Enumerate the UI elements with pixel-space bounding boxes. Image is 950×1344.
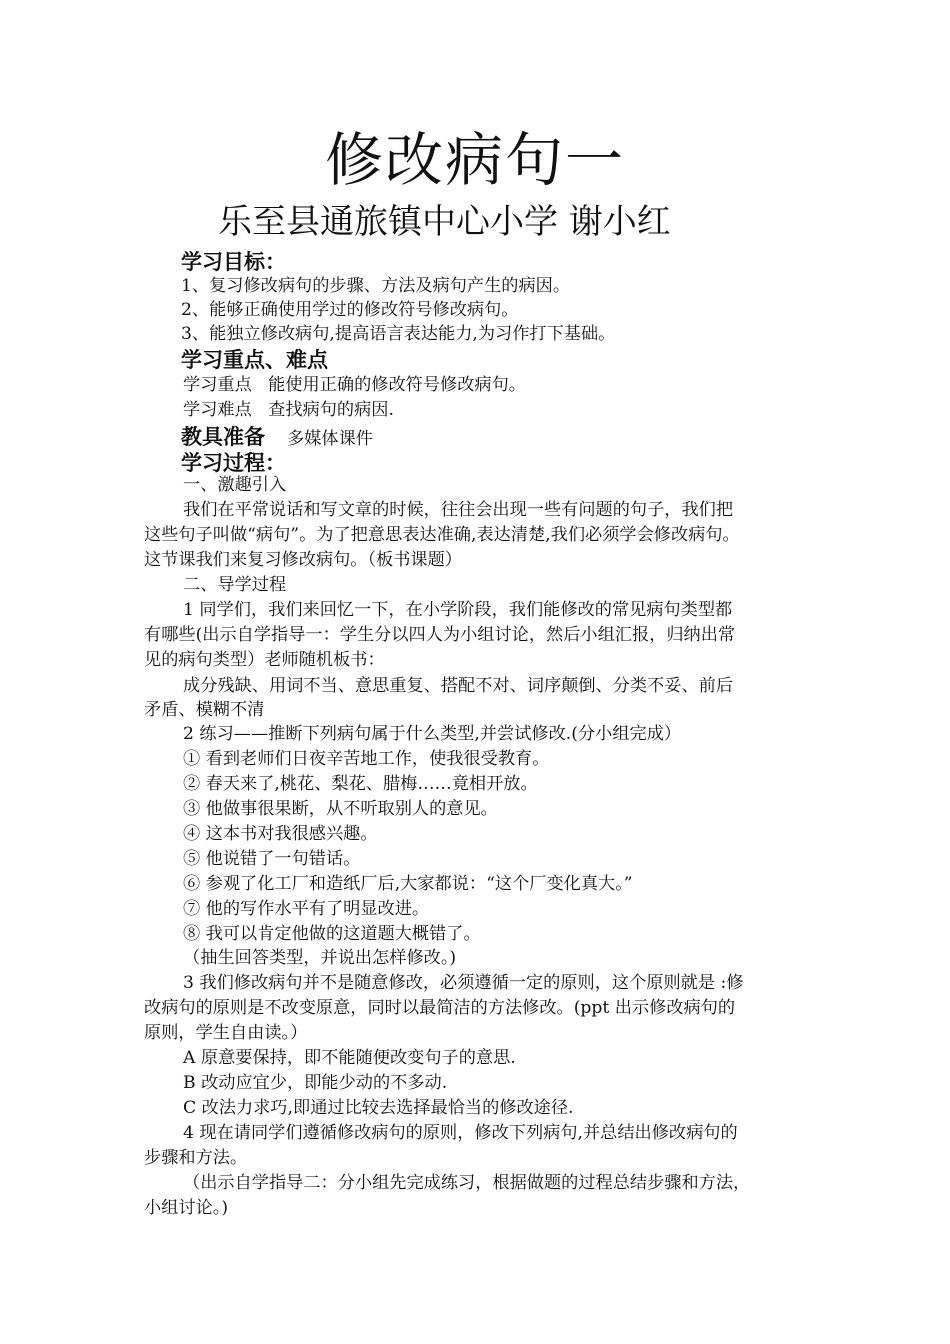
- paragraph-line: 有哪些(出示自学指导一：学生分以四人为小组讨论，然后小组汇报，归纳出常: [144, 625, 736, 645]
- exercise-item: ④ 这本书对我很感兴趣。: [183, 824, 378, 844]
- principle-item: B 改动应宜少，即能少动的不多动.: [183, 1073, 448, 1093]
- paragraph-line: 步骤和方法。: [144, 1148, 248, 1168]
- paragraph-line: 原则，学生自由读。）: [144, 1023, 308, 1043]
- section-heading: 一、激趣引入: [183, 475, 287, 495]
- page-title: 修改病句一: [324, 126, 625, 194]
- tools-heading-label: 教具准备: [181, 425, 265, 449]
- paragraph-line: 改病句的原则是不改变原意，同时以最简洁的方法修改。(ppt 出示修改病句的: [144, 998, 736, 1018]
- paragraph-line: 矛盾、模糊不清: [144, 700, 265, 720]
- tools-value: 多媒体课件: [287, 429, 373, 449]
- paragraph-line: 2 练习——推断下列病句属于什么类型,并尝试修改.(分小组完成）: [183, 724, 682, 744]
- process-heading: 学习过程：: [181, 451, 286, 475]
- paragraph-line: 4 现在请同学们遵循修改病句的原则，修改下列病句,并总结出修改病句的: [183, 1123, 738, 1143]
- paragraph-line: （出示自学指导二：分小组先完成练习，根据做题的过程总结步骤和方法，: [183, 1173, 751, 1193]
- exercise-item: ⑤ 他说错了一句错话。: [183, 849, 361, 869]
- focus-key: 学习重点 能使用正确的修改符号修改病句。: [183, 375, 526, 395]
- goals-heading: 学习目标：: [181, 250, 286, 274]
- paragraph-line: 这节课我们来复习修改病句。（板书课题）: [144, 550, 462, 570]
- author-line: 乐至县通旅镇中心小学 谢小红: [218, 202, 671, 242]
- section-heading: 二、导学过程: [183, 575, 287, 595]
- paragraph-line: 成分残缺、用词不当、意思重复、搭配不对、词序颠倒、分类不妥、前后: [183, 676, 734, 696]
- paragraph-line: 这些句子叫做“病句”。为了把意思表达准确,表达清楚,我们必须学会修改病句。: [144, 525, 740, 545]
- goal-item: 3、能独立修改病句,提高语言表达能力,为习作打下基础。: [181, 324, 616, 344]
- focus-heading: 学习重点、难点: [181, 348, 328, 372]
- paragraph-line: 3 我们修改病句并不是随意修改，必须遵循一定的原则，这个原则就是 :修: [183, 973, 744, 993]
- exercise-item: ⑧ 我可以肯定他做的这道题大概错了。: [183, 924, 481, 944]
- goal-item: 1、复习修改病句的步骤、方法及病句产生的病因。: [181, 276, 571, 296]
- paragraph-line: （抽生回答类型，并说出怎样修改。): [183, 948, 457, 968]
- exercise-item: ⑦ 他的写作水平有了明显改进。: [183, 899, 430, 919]
- exercise-item: ⑥ 参观了化工厂和造纸厂后,大家都说：“这个厂变化真大。”: [183, 874, 633, 894]
- exercise-item: ① 看到老师们日夜辛苦地工作，使我很受教育。: [183, 749, 550, 769]
- principle-item: C 改法力求巧,即通过比较去选择最恰当的修改途径.: [183, 1098, 574, 1118]
- goal-item: 2、能够正确使用学过的修改符号修改病句。: [181, 300, 519, 320]
- paragraph-line: 我们在平常说话和写文章的时候，往往会出现一些有问题的句子，我们把: [183, 500, 734, 520]
- tools-heading: [181, 424, 373, 452]
- principle-item: A 原意要保持，即不能随便改变句子的意思.: [183, 1048, 516, 1068]
- paragraph-line: 1 同学们，我们来回忆一下，在小学阶段，我们能修改的常见病句类型都: [183, 600, 733, 620]
- exercise-item: ③ 他做事很果断，从不听取别人的意见。: [183, 799, 498, 819]
- focus-difficulty: 学习难点 查找病句的病因.: [183, 400, 394, 420]
- paragraph-line: 小组讨论。): [144, 1198, 229, 1218]
- paragraph-line: 见的病句类型）老师随机板书：: [144, 650, 385, 670]
- exercise-item: ② 春天来了,桃花、梨花、腊梅……竟相开放。: [183, 774, 538, 794]
